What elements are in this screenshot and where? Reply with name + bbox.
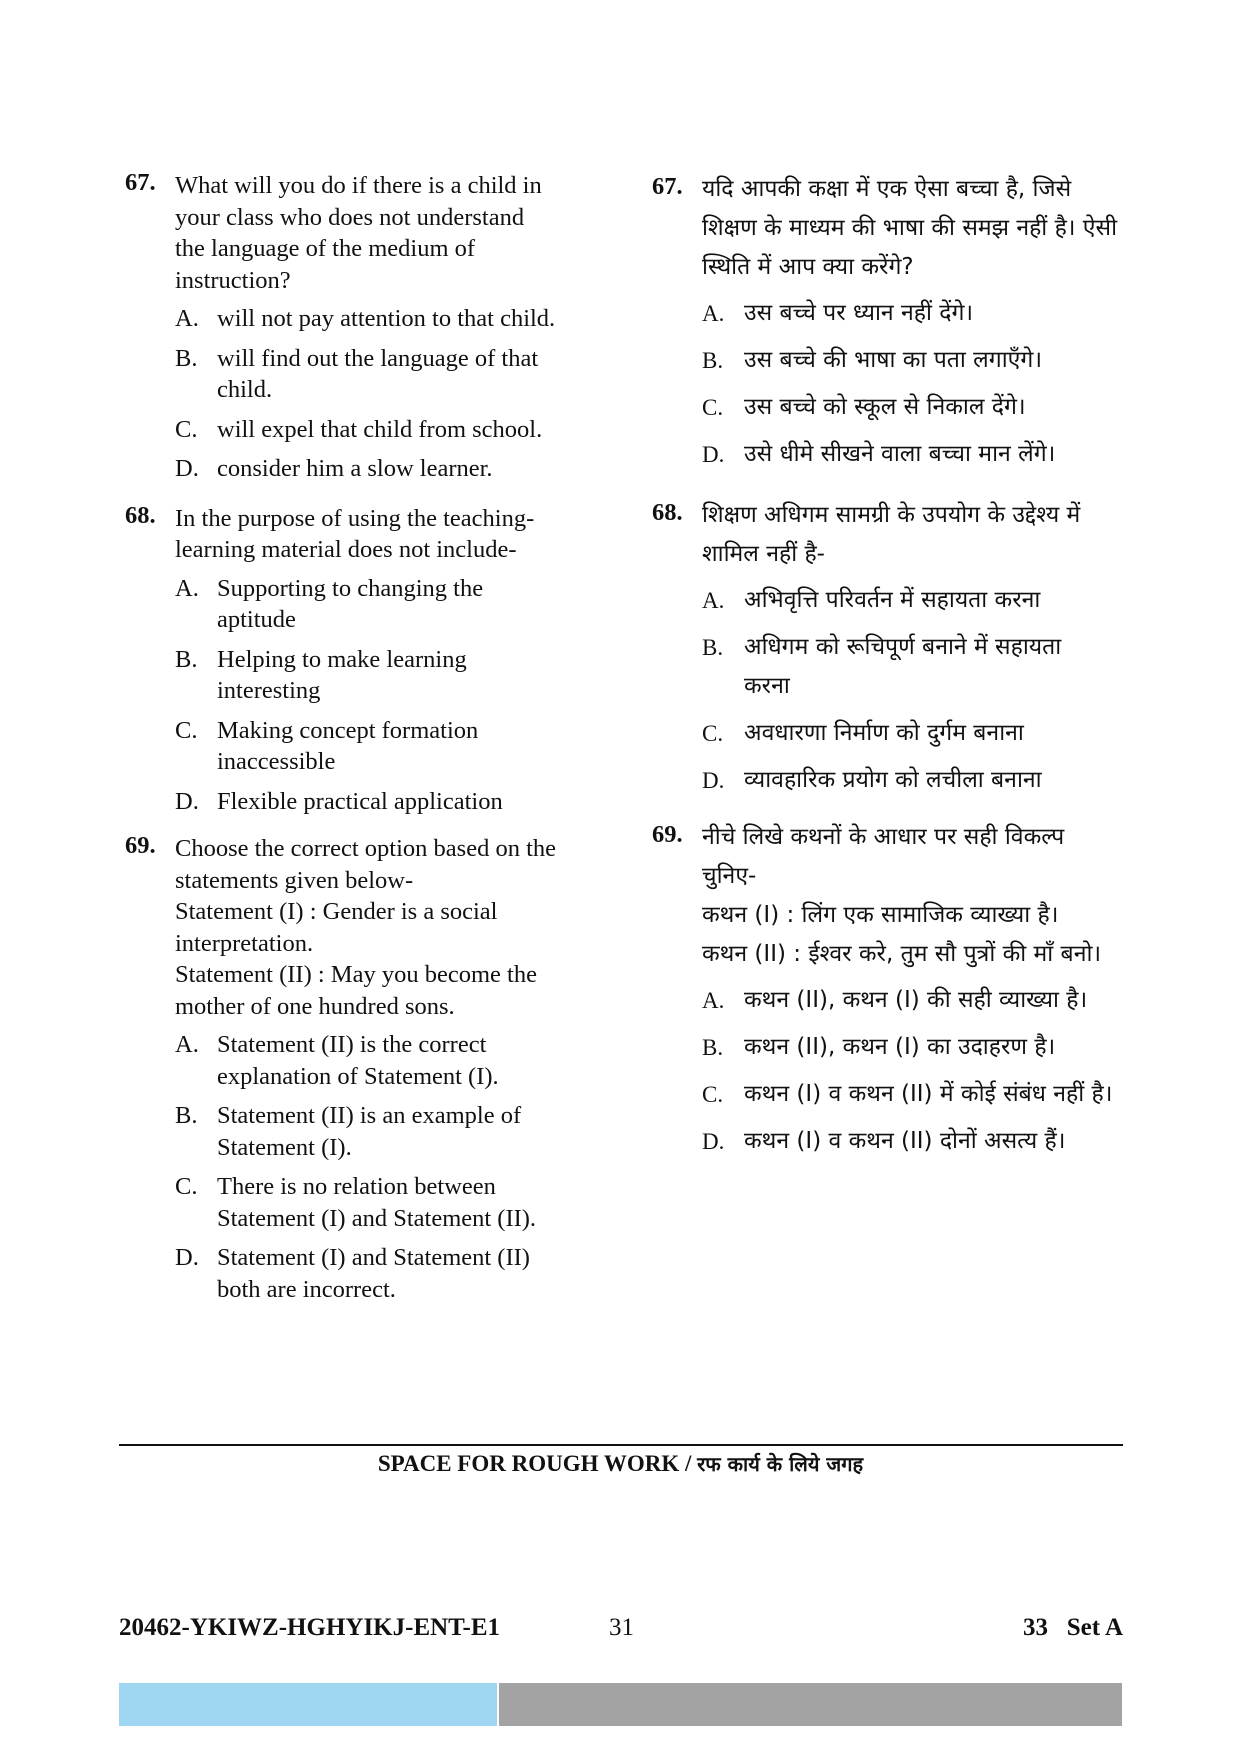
option-letter: C. [175,1173,198,1200]
set-label: 33 Set A [1023,1614,1123,1641]
option-letter: B. [175,1102,198,1129]
option-text: There is no relation between [217,1173,496,1200]
question-number: 67. [125,169,156,196]
options [175,573,615,818]
option-letter: B. [175,344,198,372]
question-line: the language of the medium of [175,235,476,262]
question-line: In the purpose of using the teaching- [175,504,535,532]
option-text: अधिगम को रूचिपूर्ण बनाने में सहायता [744,634,1062,660]
option-d [702,435,1142,474]
option-a [702,294,1142,333]
option-text: करना [744,673,790,699]
option-b [702,1028,1142,1067]
question-line: statements given below- [175,866,414,894]
option-letter: B. [702,348,724,373]
option-text: अवधारणा निर्माण को दुर्गम बनाना [744,720,1024,746]
option-text: व्यावहारिक प्रयोग को लचीला बनाना [744,767,1042,793]
rough-work-hindi: रफ कार्य के लिये जगह [697,1452,864,1476]
option-letter: A. [702,988,725,1013]
option-text: inaccessible [217,748,336,775]
question-line: कथन (II) : ईश्वर करे, तुम सौ पुत्रों की माँ बनो। [702,941,1102,967]
option-text: Statement (II) is the correct [217,1031,487,1058]
question-line: कथन (I) : लिंग एक सामाजिक व्याख्या है। [702,902,1059,928]
option-text: उस बच्चे पर ध्यान नहीं देंगे। [744,300,974,326]
option-letter: C. [702,1082,724,1107]
options [702,981,1142,1161]
option-text: will expel that child from school. [217,415,543,443]
option-c [175,414,615,446]
question-text [175,170,615,296]
question-68-en [125,503,615,818]
option-text: कथन (II), कथन (I) का उदाहरण है। [744,1034,1056,1060]
options [702,581,1142,800]
question-line: चुनिए- [702,863,757,889]
question-67-en [125,170,615,485]
question-number: 69. [125,832,156,859]
footer-bar-blue [119,1683,497,1726]
option-text: Supporting to changing the [217,574,484,602]
option-text: aptitude [217,606,296,633]
option-letter: C. [175,716,198,744]
option-letter: D. [702,1129,725,1154]
question-69-en [125,833,615,1305]
page-number: 31 [609,1614,634,1641]
question-line: Choose the correct option based on the [175,835,557,862]
option-letter: A. [702,588,725,613]
option-letter: B. [175,645,198,673]
rough-work-divider [119,1444,1123,1446]
option-b [702,341,1142,380]
question-line: your class who does not understand [175,203,525,231]
option-a [175,573,615,636]
option-text: both are incorrect. [217,1275,396,1303]
options [175,1029,615,1305]
option-text: Statement (I) and Statement (II) [217,1244,530,1271]
option-text: interesting [217,677,321,704]
option-d [702,761,1142,800]
option-c [702,714,1142,753]
option-text: कथन (II), कथन (I) की सही व्याख्या है। [744,987,1088,1013]
options [702,294,1142,474]
option-letter: D. [175,455,199,482]
option-text: उसे धीमे सीखने वाला बच्चा मान लेंगे। [744,441,1056,467]
options [175,303,615,485]
option-text: Making concept formation [217,716,479,744]
footer-bar-gray [499,1683,1122,1726]
option-letter: A. [175,574,199,602]
option-c [175,715,615,778]
option-text: explanation of Statement (I). [217,1062,499,1090]
hindi-column [652,170,1142,1169]
booklet-code: 20462-YKIWZ-HGHYIKJ-ENT-E1 [119,1614,501,1641]
option-letter: C. [702,721,724,746]
option-d [175,786,615,818]
option-text: उस बच्चे को स्कूल से निकाल देंगे। [744,394,1026,420]
question-line: शामिल नहीं है- [702,541,825,567]
question-69-hi [652,818,1142,1161]
rough-work-label [0,1450,1241,1477]
option-b [702,628,1142,706]
option-text: Statement (I) and Statement (II). [217,1204,537,1232]
option-b [175,644,615,707]
question-text [175,833,615,1022]
option-letter: B. [702,635,724,660]
option-a [702,981,1142,1020]
option-c [702,388,1142,427]
option-d [175,1242,615,1305]
option-a [702,581,1142,620]
option-text: child. [217,376,273,403]
option-text: Flexible practical application [217,787,503,815]
option-d [702,1122,1142,1161]
question-67-hi [652,170,1142,474]
option-letter: C. [702,395,724,420]
option-text: will find out the language of that [217,344,539,372]
option-b [175,1100,615,1163]
rough-work-english: SPACE FOR ROUGH WORK / [377,1451,698,1476]
option-text: कथन (I) व कथन (II) दोनों असत्य हैं। [744,1128,1066,1154]
question-line: यदि आपकी कक्षा में एक ऐसा बच्चा है, जिसे [702,176,1072,202]
option-letter: D. [175,787,199,815]
option-text: Helping to make learning [217,645,467,673]
option-letter: A. [175,1031,199,1058]
option-text: Statement (I). [217,1133,352,1161]
question-number: 68. [652,499,683,526]
option-text: consider him a slow learner. [217,455,493,482]
option-b [175,343,615,406]
question-line: Statement (I) : Gender is a social [175,898,498,925]
option-a [175,1029,615,1092]
option-c [175,1171,615,1234]
question-number: 69. [652,821,683,848]
question-line: mother of one hundred sons. [175,992,455,1020]
question-text [702,496,1142,574]
question-text [702,170,1142,287]
option-letter: C. [175,415,198,443]
question-line: स्थिति में आप क्या करेंगे? [702,254,914,280]
question-line: शिक्षण अधिगम सामग्री के उपयोग के उद्देश्य में [702,502,1081,528]
option-a [175,303,615,335]
option-text: अभिवृत्ति परिवर्तन में सहायता करना [744,587,1041,613]
question-line: शिक्षण के माध्यम की भाषा की समझ नहीं है। ऐसी [702,215,1118,241]
question-68-hi [652,496,1142,800]
option-letter: D. [702,442,725,467]
question-number: 67. [652,173,683,200]
option-text: कथन (I) व कथन (II) में कोई संबंध नहीं है। [744,1081,1113,1107]
option-letter: A. [702,301,725,326]
option-letter: B. [702,1035,724,1060]
question-line: What will you do if there is a child in [175,172,542,199]
question-number: 68. [125,501,156,529]
option-letter: A. [175,305,199,332]
english-column [125,170,615,1313]
option-text: Statement (II) is an example of [217,1102,522,1129]
option-d [175,453,615,485]
option-letter: D. [702,768,725,793]
option-letter: D. [175,1244,199,1271]
option-text: will not pay attention to that child. [217,305,556,332]
question-line: नीचे लिखे कथनों के आधार पर सही विकल्प [702,824,1065,850]
question-line: instruction? [175,266,291,294]
question-text [702,818,1142,974]
question-text [175,503,615,566]
question-line: interpretation. [175,929,314,957]
question-line: Statement (II) : May you become the [175,961,537,988]
option-c [702,1075,1142,1114]
option-text: उस बच्चे की भाषा का पता लगाएँगे। [744,347,1043,373]
question-line: learning material does not include- [175,536,517,563]
